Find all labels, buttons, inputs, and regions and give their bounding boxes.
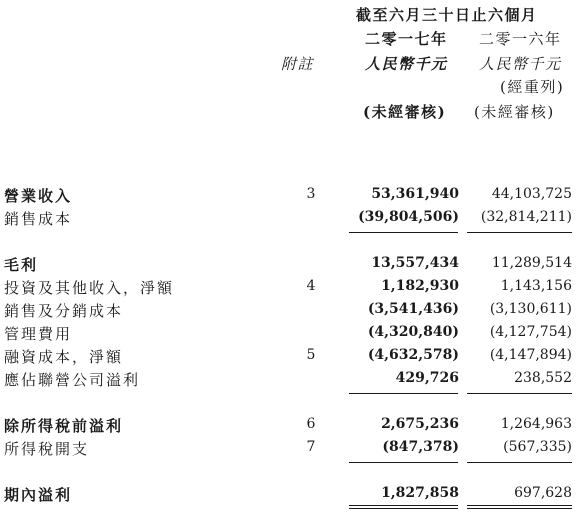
total-double-rule-2016 xyxy=(467,508,572,509)
row-note-income-tax: 7 xyxy=(306,439,316,455)
row-label-income-tax: 所得稅開支 xyxy=(4,440,90,458)
audit-2017-header: (未經審核) xyxy=(363,103,447,121)
year-2017-header: 二零一七年 xyxy=(365,30,448,48)
subtotal-rule-2016 xyxy=(467,462,572,463)
total-double-rule-2017 xyxy=(349,508,458,509)
row-value-2016-profit-for-period: 697,628 xyxy=(514,485,572,501)
total-double-rule-2016 xyxy=(467,505,572,506)
subtotal-rule-2017 xyxy=(349,393,458,394)
subtotal-rule-2016 xyxy=(467,232,572,233)
unit-2016-header: 人民幣千元 xyxy=(479,55,562,73)
unit-2017-header: 人民幣千元 xyxy=(365,55,448,73)
row-value-2017-investment-income: 1,182,930 xyxy=(381,278,459,294)
row-value-2017-admin-expenses: (4,320,840) xyxy=(367,324,459,340)
row-value-2016-revenue: 44,103,725 xyxy=(491,186,572,202)
row-label-revenue: 營業收入 xyxy=(4,187,73,205)
row-value-2016-profit-before-tax: 1,264,963 xyxy=(500,416,572,432)
row-label-distribution-costs: 銷售及分銷成本 xyxy=(4,302,124,320)
row-value-2016-gross-profit: 11,289,514 xyxy=(491,255,572,271)
row-value-2016-finance-costs: (4,147,894) xyxy=(489,347,572,363)
row-value-2016-income-tax: (567,335) xyxy=(503,439,572,455)
row-label-investment-income: 投資及其他收入，淨額 xyxy=(4,279,175,297)
row-value-2017-distribution-costs: (3,541,436) xyxy=(367,301,459,317)
row-value-2017-gross-profit: 13,557,434 xyxy=(371,255,459,271)
row-label-profit-for-period: 期內溢利 xyxy=(4,486,73,504)
row-value-2017-profit-for-period: 1,827,858 xyxy=(381,485,459,501)
note-column-header: 附註 xyxy=(281,55,315,73)
row-label-share-of-associates: 應佔聯營公司溢利 xyxy=(4,371,141,389)
row-value-2017-finance-costs: (4,632,578) xyxy=(367,347,459,363)
row-value-2016-cost-of-sales: (32,814,211) xyxy=(480,209,572,225)
subtotal-rule-2016 xyxy=(467,393,572,394)
row-label-gross-profit: 毛利 xyxy=(4,256,39,274)
row-value-2016-investment-income: 1,143,156 xyxy=(500,278,572,294)
row-label-finance-costs: 融資成本，淨額 xyxy=(4,348,124,366)
row-label-admin-expenses: 管理費用 xyxy=(4,325,73,343)
row-value-2017-share-of-associates: 429,726 xyxy=(395,370,459,386)
subtotal-rule-2017 xyxy=(349,462,458,463)
row-label-profit-before-tax: 除所得稅前溢利 xyxy=(4,417,124,435)
row-note-finance-costs: 5 xyxy=(306,347,316,363)
total-double-rule-2017 xyxy=(349,505,458,506)
row-value-2017-revenue: 53,361,940 xyxy=(371,186,459,202)
year-2016-header: 二零一六年 xyxy=(479,30,562,48)
row-value-2016-distribution-costs: (3,130,611) xyxy=(489,301,572,317)
period-header: 截至六月三十日止六個月 xyxy=(356,6,538,24)
restated-header: (經重列) xyxy=(500,78,565,96)
row-label-cost-of-sales: 銷售成本 xyxy=(4,210,73,228)
row-value-2016-share-of-associates: 238,552 xyxy=(514,370,572,386)
subtotal-rule-2017 xyxy=(349,232,458,233)
row-value-2016-admin-expenses: (4,127,754) xyxy=(489,324,572,340)
row-note-profit-before-tax: 6 xyxy=(306,416,316,432)
row-note-investment-income: 4 xyxy=(306,278,316,294)
row-value-2017-income-tax: (847,378) xyxy=(382,439,459,455)
audit-2016-header: (未經審核) xyxy=(474,103,555,121)
row-note-revenue: 3 xyxy=(306,186,316,202)
row-value-2017-cost-of-sales: (39,804,506) xyxy=(358,209,459,225)
row-value-2017-profit-before-tax: 2,675,236 xyxy=(381,416,459,432)
